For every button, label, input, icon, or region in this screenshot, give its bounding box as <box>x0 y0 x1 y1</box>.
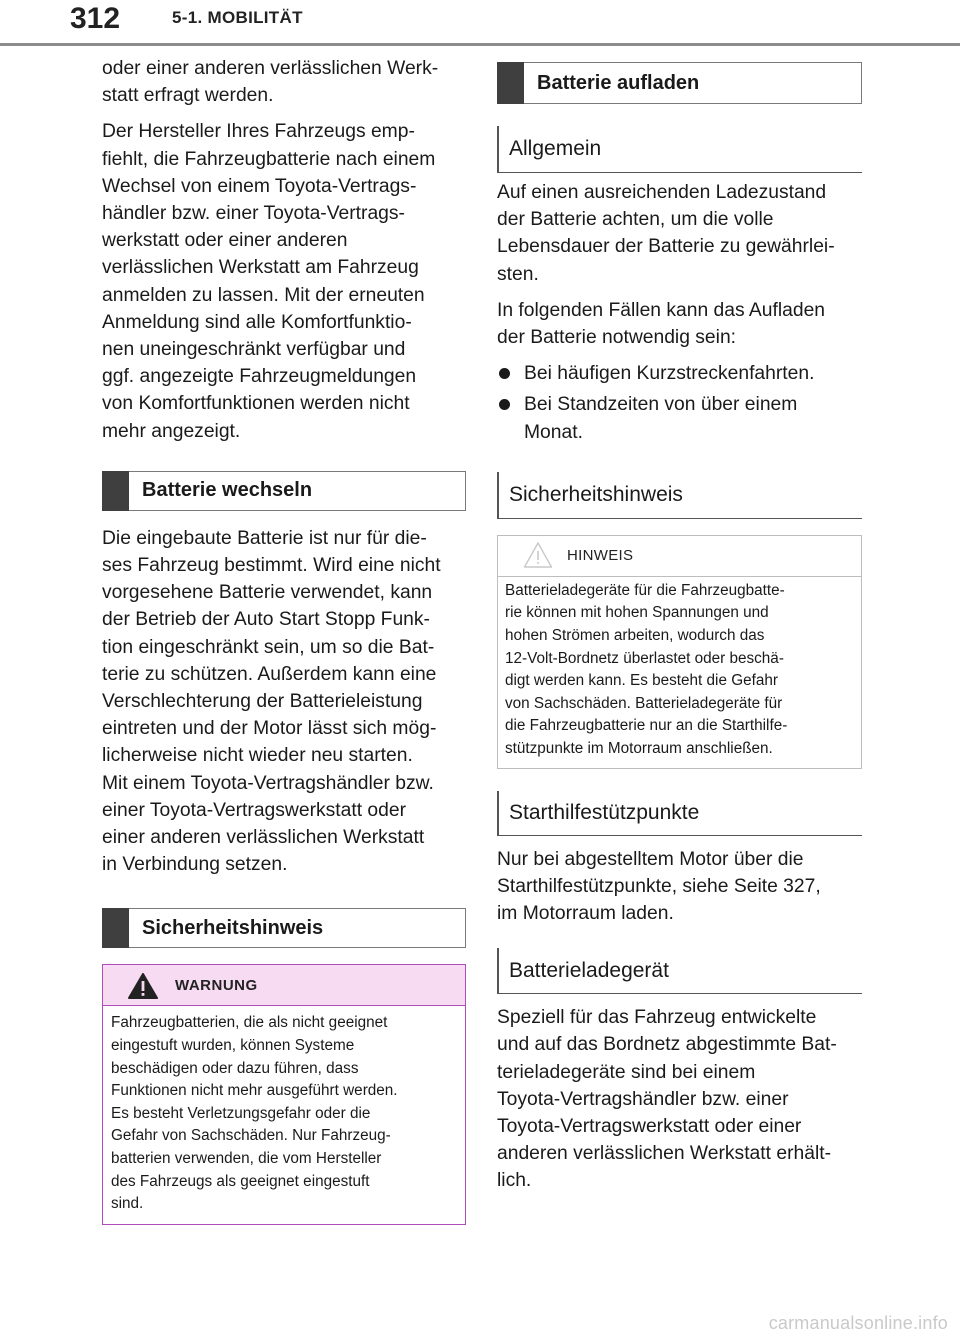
charging-cases-list <box>497 360 862 446</box>
list-item-text: Bei häufigen Kurzstreckenfahrten. <box>524 363 815 385</box>
page-number: 312 <box>70 2 121 35</box>
heading-safety-left <box>102 908 466 948</box>
note-title: HINWEIS <box>567 547 634 565</box>
subheading-safety: Sicherheitshinweis <box>497 472 862 519</box>
list-item <box>497 360 862 387</box>
right-column <box>497 62 862 1204</box>
heading-battery-charging-label: Batterie aufladen <box>537 71 700 94</box>
list-item-text: Bei Standzeiten von über einem Monat. <box>524 394 798 443</box>
subheading-charger: Batterieladegerät <box>497 948 862 994</box>
bullet-dot-icon <box>499 368 510 379</box>
list-item <box>497 391 862 445</box>
watermark: carmanualsonline.info <box>768 1313 948 1333</box>
charger-paragraph: Speziell für das Fahrzeug entwickelte und auf das Bordnetz abgestimmte Bat- terieladegeräte sind bei einem Toyota-Vertragshändler bzw. einer Toyota-Vertragswerkstatt oder einer anderen verlässlichen Werkstatt erhält- lich. <box>497 1007 837 1192</box>
cases-intro-paragraph: In folgenden Fällen kann das Aufladen der Batterie notwendig sein: <box>497 299 826 349</box>
caution-triangle-icon <box>523 541 553 569</box>
general-paragraph: Auf einen ausreichenden Ladezustand der Batterie achten, um die volle Lebensdauer der Batterie zu gewährlei- sten. <box>497 182 835 285</box>
jump-points-paragraph: Nur bei abgestelltem Motor über die Starthilfestützpunkte, siehe Seite 327, im Motorraum laden. <box>497 848 821 924</box>
heading-battery-change-label: Batterie wechseln <box>142 479 313 502</box>
heading-safety-left-label: Sicherheitshinweis <box>142 916 324 939</box>
subheading-general: Allgemein <box>497 126 862 173</box>
intro-paragraph-1: oder einer anderen verlässlichen Werk- statt erfragt werden. <box>102 58 439 107</box>
note-box <box>497 535 862 769</box>
warning-triangle-icon <box>128 973 158 999</box>
bullet-dot-icon <box>499 399 510 410</box>
heading-bar <box>102 471 129 511</box>
warning-box <box>102 964 466 1224</box>
heading-bar <box>497 62 524 104</box>
note-header <box>498 536 861 577</box>
header-rule <box>0 43 960 46</box>
left-column <box>102 55 466 1225</box>
section-title: 5-1. MOBILITÄT <box>172 8 303 27</box>
subheading-jump-points: Starthilfestützpunkte <box>497 791 862 836</box>
heading-battery-change <box>102 471 466 511</box>
intro-paragraph-2: Der Hersteller Ihres Fahrzeugs emp- fiehlt, die Fahrzeugbatterie nach einem Wechsel von einem Toyota-Vertrags- händler bzw. einer Toyota-Vertrags- werkstatt oder einer anderen verlässlichen Werkstatt am Fahrzeug anmelden zu lassen. Mit der erneuten Anmeldung sind alle Komfortfunktio- nen uneingeschränkt verfügbar und ggf. angezeigte Fahrzeugmeldungen von Komfortfunktionen werden nicht mehr angezeigt. <box>102 121 436 442</box>
warning-header <box>103 965 465 1006</box>
warning-text: Fahrzeugbatterien, die als nicht geeignet eingestuft wurden, können Systeme beschädigen oder dazu führen, dass Funktionen nicht mehr ausgeführt werden. Es besteht Verletzungsgefahr oder die Gefahr von Sachschäden. Nur Fahrzeug- batterien verwenden, die vom Hersteller des Fahrzeugs als geeignet eingestuft sind. <box>111 1014 398 1213</box>
warning-title: WARNUNG <box>175 976 258 994</box>
battery-change-paragraph: Die eingebaute Batterie ist nur für die- ses Fahrzeug bestimmt. Wird eine nicht vorgesehene Batterie verwendet, kann der Betrieb der Auto Start Stopp Funk- tion eingeschränkt sein, um so die Bat- terie zu schützen. Außerdem kann eine Verschlechterung der Batterieleistung eintreten und der Motor lässt sich mög- licherweise nicht wieder neu starten. Mit einem Toyota-Vertragshändler bzw. einer Toyota-Vertragswerkstatt oder einer anderen verlässlichen Werkstatt in Verbindung setzen. <box>102 527 441 876</box>
heading-battery-charging <box>497 62 862 104</box>
note-text: Batterieladegeräte für die Fahrzeugbatte- rie können mit hohen Spannungen und hohen Strömen arbeiten, wodurch das 12-Volt-Bordnetz überlastet oder beschä- digt werden kann. Es besteht die Gefahr von Sachschäden. Batterieladegeräte für die Fahrzeugbatterie nur an die Starthilfe- stützpunkte im Motorraum anschließen. <box>505 581 788 757</box>
heading-bar <box>102 908 129 948</box>
